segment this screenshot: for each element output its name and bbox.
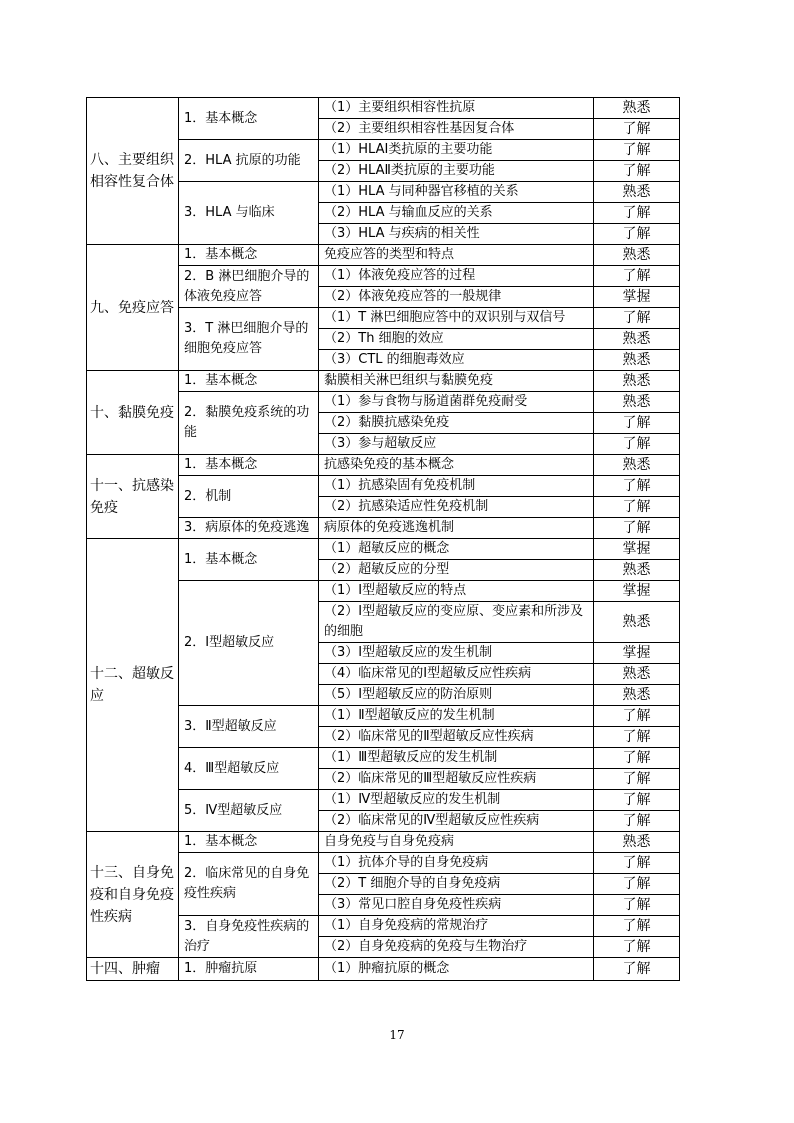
item-text: （1）肿瘤抗原的概念: [319, 958, 594, 981]
item-text: （1）体液免疫应答的过程: [319, 266, 594, 287]
requirement-level: 熟悉: [594, 664, 680, 685]
requirement-level: 了解: [594, 518, 680, 539]
requirement-level: 了解: [594, 937, 680, 958]
item-text: （2）Ⅰ型超敏反应的变应原、变应素和所涉及的细胞: [319, 602, 594, 643]
topic-name: 2．黏膜免疫系统的功能: [179, 392, 319, 455]
item-text: （2）临床常见的Ⅱ型超敏反应性疾病: [319, 727, 594, 748]
item-text: （1）抗体介导的自身免疫病: [319, 853, 594, 874]
page-number: 17: [389, 1028, 405, 1042]
section-title: 十二、超敏反应: [87, 539, 179, 832]
requirement-level: 了解: [594, 413, 680, 434]
item-text: （4）临床常见的Ⅰ型超敏反应性疾病: [319, 664, 594, 685]
syllabus-table: [86, 97, 680, 981]
requirement-level: 了解: [594, 958, 680, 981]
requirement-level: 了解: [594, 706, 680, 727]
item-text: （3）参与超敏反应: [319, 434, 594, 455]
topic-name: 3．自身免疫性疾病的治疗: [179, 916, 319, 958]
requirement-level: 了解: [594, 119, 680, 140]
item-text: （1）参与食物与肠道菌群免疫耐受: [319, 392, 594, 413]
requirement-level: 熟悉: [594, 98, 680, 119]
item-text: （1）超敏反应的概念: [319, 539, 594, 560]
topic-name: 2．Ⅰ型超敏反应: [179, 581, 319, 706]
item-text: （5）Ⅰ型超敏反应的防治原则: [319, 685, 594, 706]
requirement-level: 掌握: [594, 643, 680, 664]
item-text: （2）自身免疫病的免疫与生物治疗: [319, 937, 594, 958]
requirement-level: 熟悉: [594, 560, 680, 581]
topic-name: 3．T 淋巴细胞介导的细胞免疫应答: [179, 308, 319, 371]
item-text: （1）HLAⅠ类抗原的主要功能: [319, 140, 594, 161]
item-text: （2）黏膜抗感染免疫: [319, 413, 594, 434]
requirement-level: 熟悉: [594, 455, 680, 476]
requirement-level: 熟悉: [594, 832, 680, 853]
requirement-level: 掌握: [594, 539, 680, 560]
requirement-level: 了解: [594, 748, 680, 769]
topic-name: 1．基本概念: [179, 832, 319, 853]
item-text: （1）Ⅰ型超敏反应的特点: [319, 581, 594, 602]
requirement-level: 了解: [594, 790, 680, 811]
item-text: （1）主要组织相容性抗原: [319, 98, 594, 119]
item-text: （1）Ⅲ型超敏反应的发生机制: [319, 748, 594, 769]
requirement-level: 了解: [594, 266, 680, 287]
item-text: 病原体的免疫逃逸机制: [319, 518, 594, 539]
requirement-level: 了解: [594, 203, 680, 224]
item-text: 自身免疫与自身免疫病: [319, 832, 594, 853]
item-text: （1）Ⅱ型超敏反应的发生机制: [319, 706, 594, 727]
table-row: [87, 832, 680, 853]
requirement-level: 熟悉: [594, 245, 680, 266]
table-row: [87, 958, 680, 981]
requirement-level: 熟悉: [594, 350, 680, 371]
item-text: （3）CTL 的细胞毒效应: [319, 350, 594, 371]
section-title: 十三、自身免疫和自身免疫性疾病: [87, 832, 179, 958]
topic-name: 2．B 淋巴细胞介导的体液免疫应答: [179, 266, 319, 308]
item-text: （3）HLA 与疾病的相关性: [319, 224, 594, 245]
topic-name: 3．病原体的免疫逃逸: [179, 518, 319, 539]
requirement-level: 了解: [594, 497, 680, 518]
requirement-level: 熟悉: [594, 182, 680, 203]
requirement-level: 掌握: [594, 581, 680, 602]
item-text: （2）HLAⅡ类抗原的主要功能: [319, 161, 594, 182]
item-text: （2）主要组织相容性基因复合体: [319, 119, 594, 140]
table-row: [87, 98, 680, 119]
item-text: （2）T 细胞介导的自身免疫病: [319, 874, 594, 895]
syllabus-body: [87, 98, 680, 981]
requirement-level: 熟悉: [594, 329, 680, 350]
requirement-level: 了解: [594, 853, 680, 874]
item-text: （2）抗感染适应性免疫机制: [319, 497, 594, 518]
requirement-level: 了解: [594, 161, 680, 182]
item-text: 抗感染免疫的基本概念: [319, 455, 594, 476]
requirement-level: 熟悉: [594, 685, 680, 706]
topic-name: 3．Ⅱ型超敏反应: [179, 706, 319, 748]
item-text: 黏膜相关淋巴组织与黏膜免疫: [319, 371, 594, 392]
requirement-level: 了解: [594, 140, 680, 161]
topic-name: 1．基本概念: [179, 371, 319, 392]
item-text: （2）HLA 与输血反应的关系: [319, 203, 594, 224]
section-title: 十四、肿瘤: [87, 958, 179, 981]
requirement-level: 了解: [594, 476, 680, 497]
requirement-level: 了解: [594, 811, 680, 832]
topic-name: 1．基本概念: [179, 539, 319, 581]
requirement-level: 了解: [594, 224, 680, 245]
table-row: [87, 371, 680, 392]
table-row: [87, 245, 680, 266]
requirement-level: 了解: [594, 434, 680, 455]
item-text: （3）Ⅰ型超敏反应的发生机制: [319, 643, 594, 664]
section-title: 十一、抗感染免疫: [87, 455, 179, 539]
requirement-level: 了解: [594, 727, 680, 748]
requirement-level: 熟悉: [594, 371, 680, 392]
item-text: （2）临床常见的Ⅲ型超敏反应性疾病: [319, 769, 594, 790]
table-row: [87, 539, 680, 560]
topic-name: 2．机制: [179, 476, 319, 518]
requirement-level: 了解: [594, 895, 680, 916]
item-text: （2）临床常见的Ⅳ型超敏反应性疾病: [319, 811, 594, 832]
requirement-level: 了解: [594, 308, 680, 329]
topic-name: 1．基本概念: [179, 98, 319, 140]
topic-name: 1．基本概念: [179, 245, 319, 266]
item-text: （1）T 淋巴细胞应答中的双识别与双信号: [319, 308, 594, 329]
item-text: （1）HLA 与同种器官移植的关系: [319, 182, 594, 203]
requirement-level: 了解: [594, 916, 680, 937]
item-text: （1）抗感染固有免疫机制: [319, 476, 594, 497]
topic-name: 1．肿瘤抗原: [179, 958, 319, 981]
item-text: 免疫应答的类型和特点: [319, 245, 594, 266]
topic-name: 5．Ⅳ型超敏反应: [179, 790, 319, 832]
topic-name: 3．HLA 与临床: [179, 182, 319, 245]
topic-name: 4．Ⅲ型超敏反应: [179, 748, 319, 790]
item-text: （3）常见口腔自身免疫性疾病: [319, 895, 594, 916]
item-text: （2）超敏反应的分型: [319, 560, 594, 581]
requirement-level: 了解: [594, 769, 680, 790]
section-title: 十、黏膜免疫: [87, 371, 179, 455]
section-title: 八、主要组织相容性复合体: [87, 98, 179, 245]
item-text: （1）自身免疫病的常规治疗: [319, 916, 594, 937]
requirement-level: 了解: [594, 874, 680, 895]
section-title: 九、免疫应答: [87, 245, 179, 371]
requirement-level: 熟悉: [594, 392, 680, 413]
requirement-level: 熟悉: [594, 602, 680, 643]
topic-name: 2．HLA 抗原的功能: [179, 140, 319, 182]
requirement-level: 掌握: [594, 287, 680, 308]
topic-name: 2．临床常见的自身免疫性疾病: [179, 853, 319, 916]
table-row: [87, 455, 680, 476]
topic-name: 1．基本概念: [179, 455, 319, 476]
item-text: （1）Ⅳ型超敏反应的发生机制: [319, 790, 594, 811]
item-text: （2）体液免疫应答的一般规律: [319, 287, 594, 308]
item-text: （2）Th 细胞的效应: [319, 329, 594, 350]
